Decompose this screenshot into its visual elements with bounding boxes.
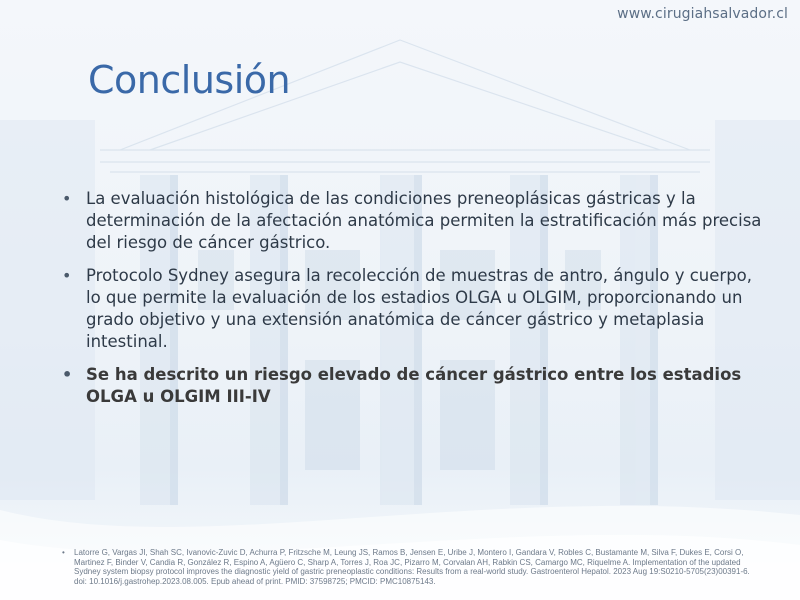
bullet-list [62,188,762,419]
reference-text: Latorre G, Vargas JI, Shah SC, Ivanovic-Zuvic D, Achurra P, Fritzsche M, Leung JS, Ramos B, Jensen E, Uribe J, Montero I, Gandara V, Robles C, Bustamante M, Silva F, Dukes E, Corsi O, Martinez F, Binder V, Candia R, González R, Espino A, Agüero C, Sharp A, Torres J, Roa JC, Pizarro M, Corvalan AH, Rabkin CS, Camargo MC, Riquelme A. Implementation of the updated Sydney system biopsy protocol improves the diagnostic yield of gastric preneoplastic conditions: Results from a real-world study. Gastroenterol Hepatol. 2023 Aug 19:S0210-5705(23)00391-6. doi: 10.1016/j.gastrohep.2023.08.005. Epub ahead of print. PMID: 37598725; PMCID: PMC10875143. [74,548,750,586]
reference-bullet: • [62,548,65,557]
slide-title: Conclusión [88,58,291,102]
reference-citation [62,548,752,586]
site-url: www.cirugiahsalvador.cl [617,6,788,22]
reference-text-wrapper [62,548,752,586]
bullet-item-elevated-risk: • Se ha descrito un riesgo elevado de cáncer gástrico entre los estadios OLGA u OLGIM III-IV [62,364,762,408]
bullet-item-sydney-protocol: • Protocolo Sydney asegura la recolección de muestras de antro, ángulo y cuerpo, lo que permite la evaluación de los estadios OLGA u OLGIM, proporcionando un grado objetivo y una extensión anatómica de cáncer gástrico y metaplasia intestinal. [62,265,762,353]
bullet-item-histologic-evaluation: • La evaluación histológica de las condiciones preneoplásicas gástricas y la determinación de la afectación anatómica permiten la estratificación más precisa del riesgo de cáncer gástrico. [62,188,762,254]
